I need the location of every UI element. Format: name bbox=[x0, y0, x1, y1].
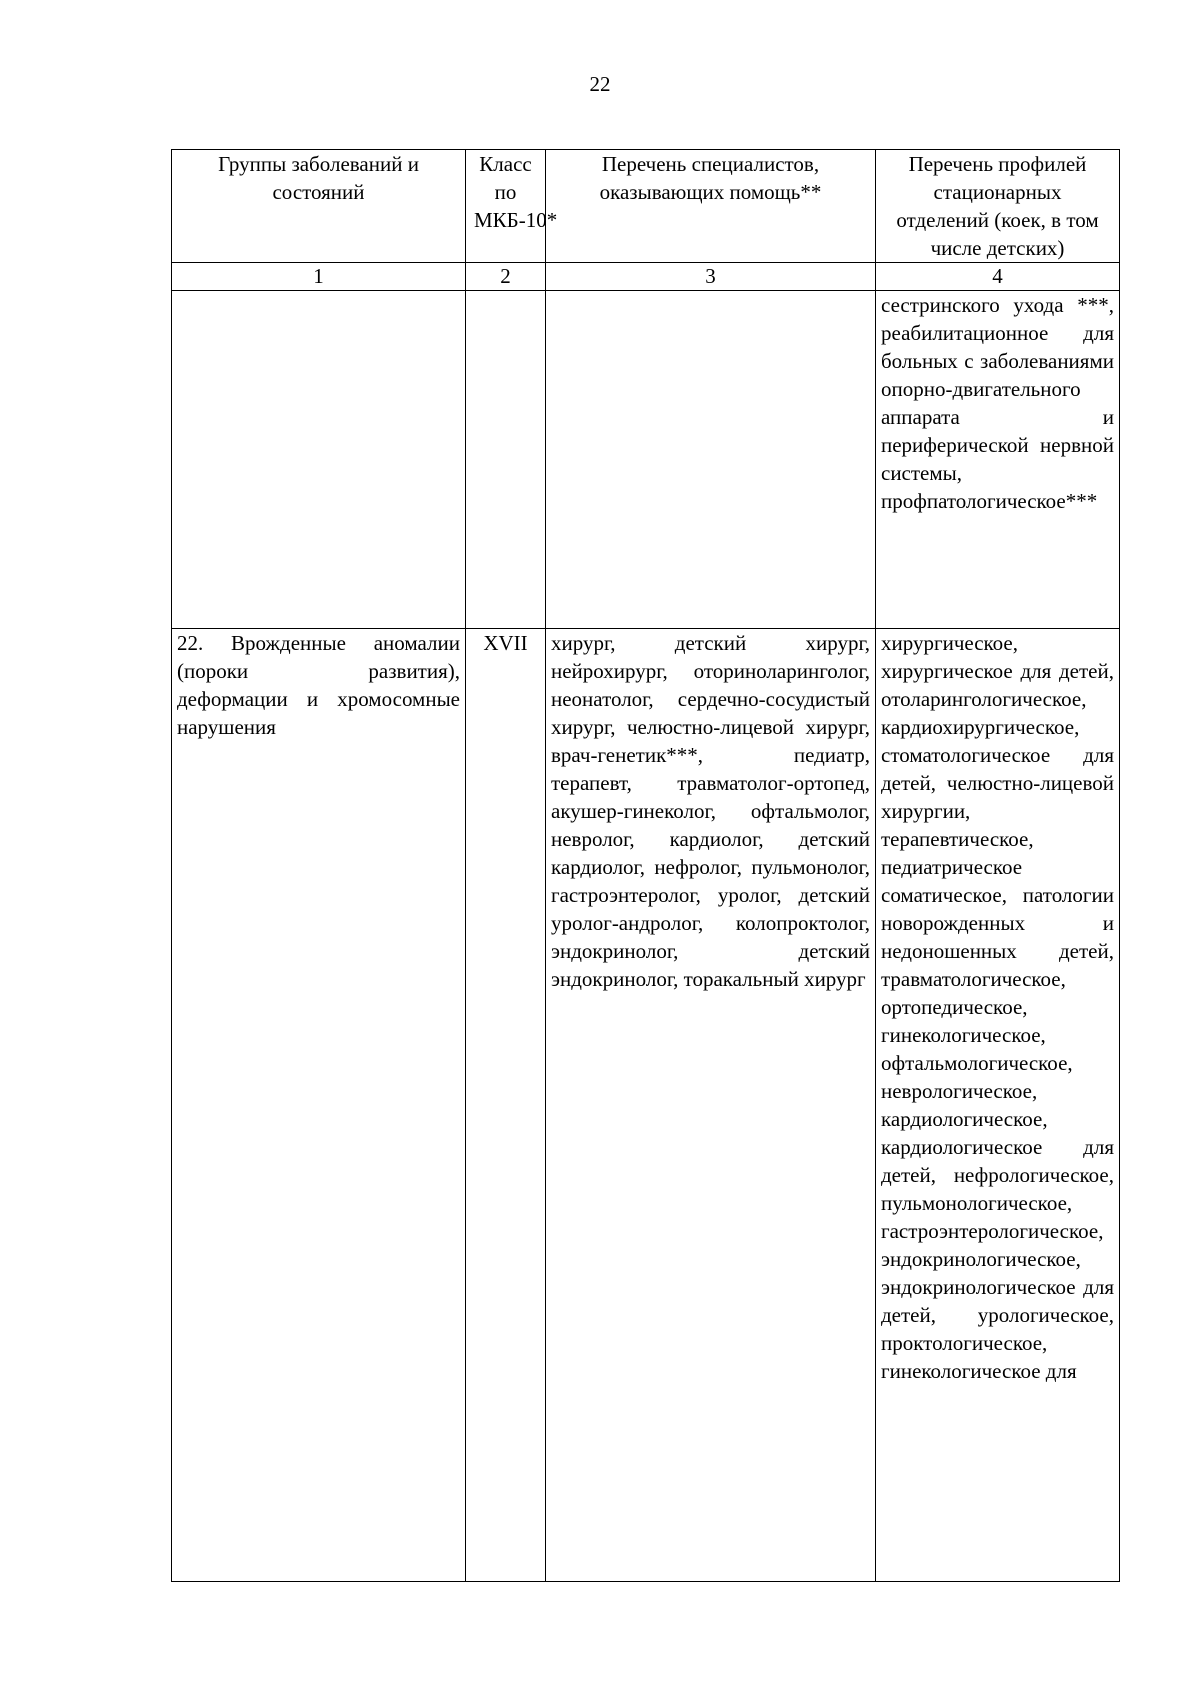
cell-specialists bbox=[546, 291, 876, 629]
table-row bbox=[172, 629, 1120, 1582]
header-ward-profiles: Перечень профилей стационарных отделений (коек, в том числе детских) bbox=[876, 150, 1120, 263]
column-number: 4 bbox=[876, 263, 1120, 291]
cell-icd-class bbox=[466, 291, 546, 629]
header-disease-groups: Группы заболеваний и состояний bbox=[172, 150, 466, 263]
column-number: 1 bbox=[172, 263, 466, 291]
table-row bbox=[172, 291, 1120, 629]
cell-icd-class: XVII bbox=[466, 629, 546, 1582]
cell-ward-profiles: хирургическое, хирургическое для детей, отоларингологическое, кардиохирургическое, стоматологическое для детей, челюстно-лицевой хирургии, терапевтическое, педиатрическое соматическое, патологии новорожденных и недоношенных детей, травматологическое, ортопедическое, гинекологическое, офтальмологическое, неврологическое, кардиологическое, кардиологическое для детей, нефрологическое, пульмонологическое, гастроэнтерологическое, эндокринологическое, эндокринологическое для детей, урологическое, проктологическое, гинекологическое для bbox=[876, 629, 1120, 1582]
cell-ward-profiles: сестринского ухода ***, реабилитационное для больных с заболеваниями опорно-двигательного аппарата и периферической нервной системы, профпатологическое*** bbox=[876, 291, 1120, 629]
cell-disease-group bbox=[172, 291, 466, 629]
page-number: 22 bbox=[589, 72, 611, 96]
column-number-row bbox=[172, 263, 1120, 291]
table-header-row bbox=[172, 150, 1120, 263]
disease-table bbox=[171, 149, 1120, 1582]
header-icd-class: Класс по МКБ-10* bbox=[466, 150, 546, 263]
cell-disease-group: 22. Врожденные аномалии (пороки развития), деформации и хромосомные нарушения bbox=[172, 629, 466, 1582]
cell-specialists: хирург, детский хирург, нейрохирург, оториноларинголог, неонатолог, сердечно-сосудистый хирург, челюстно-лицевой хирург, врач-генетик***, педиатр, терапевт, травматолог-ортопед, акушер-гинеколог, офтальмолог, невролог, кардиолог, детский кардиолог, нефролог, пульмонолог, гастроэнтеролог, уролог, детский уролог-андролог, колопроктолог, эндокринолог, детский эндокринолог, торакальный хирург bbox=[546, 629, 876, 1582]
column-number: 2 bbox=[466, 263, 546, 291]
header-specialists: Перечень специалистов, оказывающих помощь** bbox=[546, 150, 876, 263]
column-number: 3 bbox=[546, 263, 876, 291]
